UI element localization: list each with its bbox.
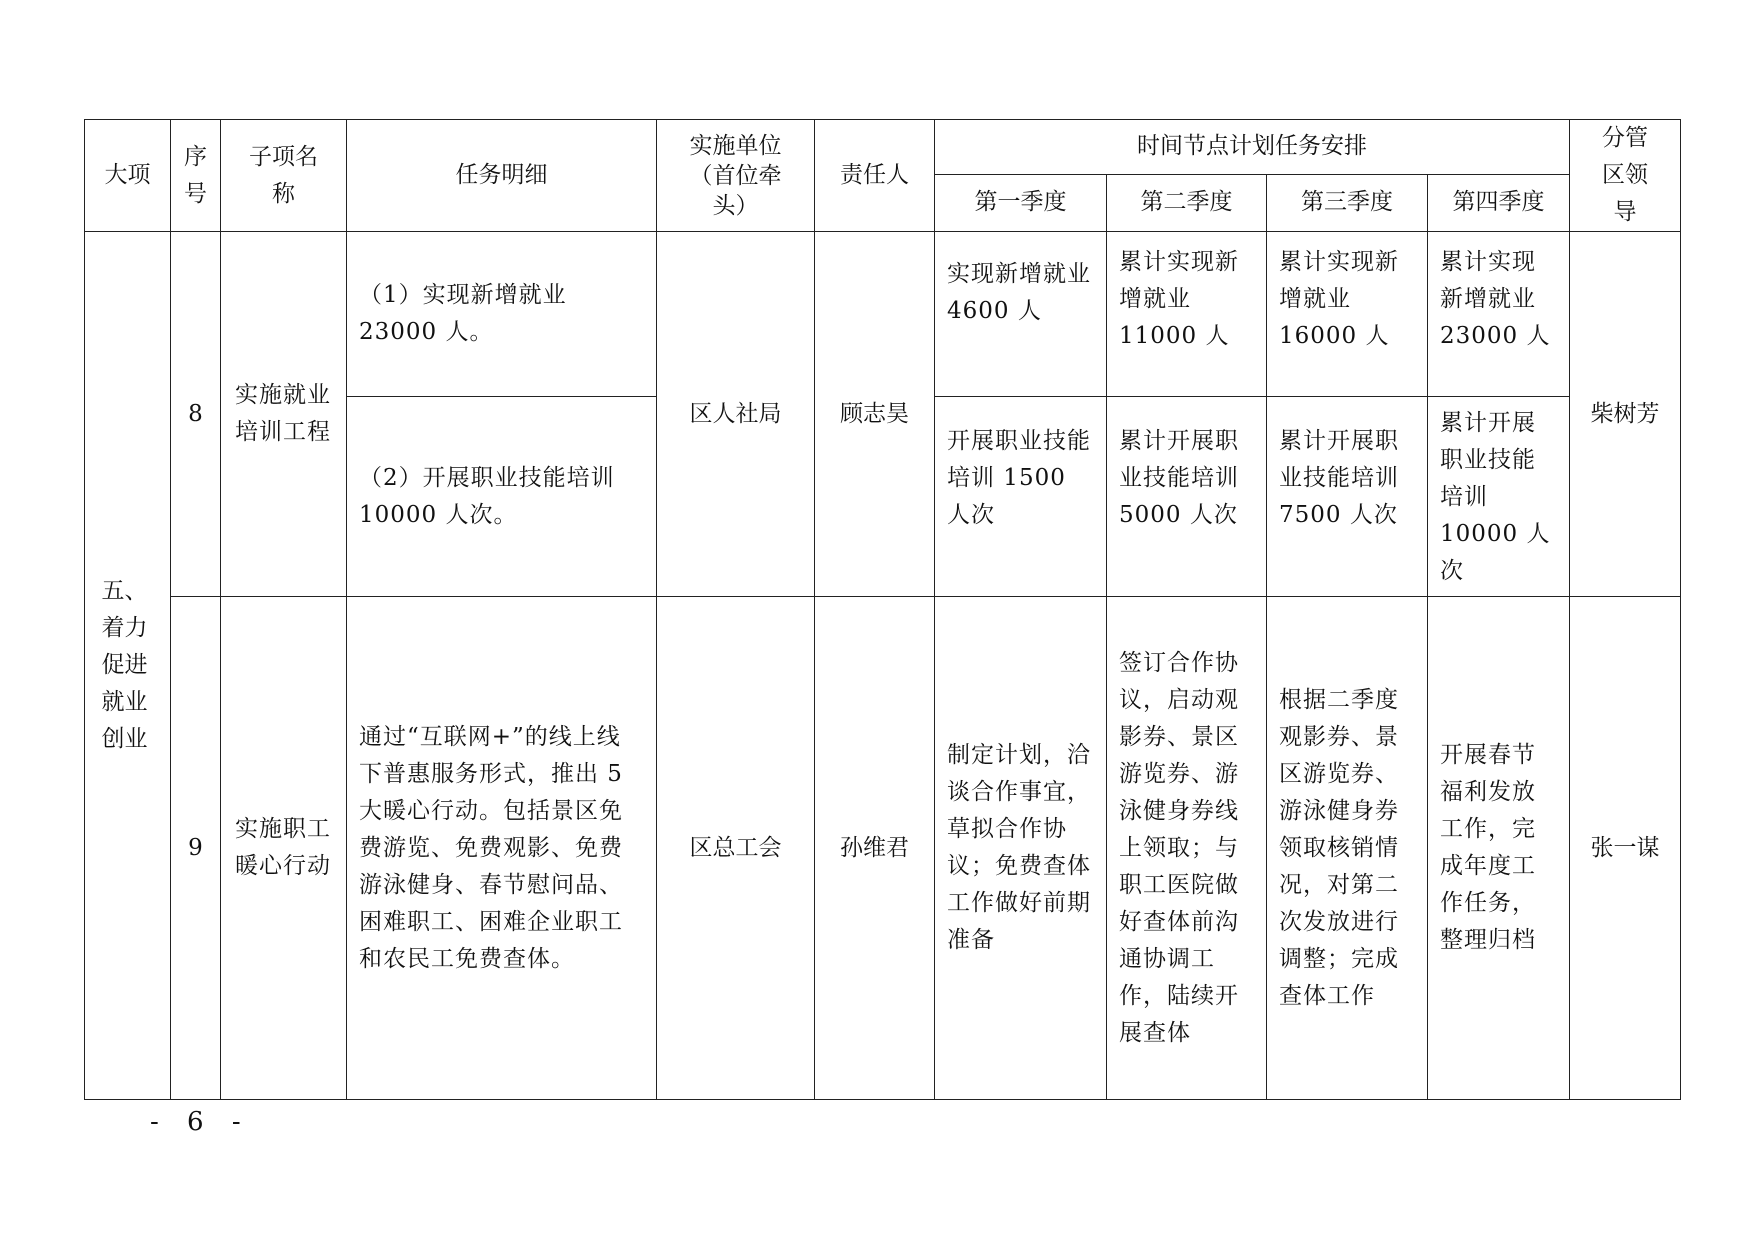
q3-cell: 累计实现新增就业 16000 人 (1267, 232, 1428, 397)
sub-item-cell: 实施就业培训工程 (221, 232, 347, 597)
sub-item-cell: 实施职工暖心行动 (221, 597, 347, 1100)
page-number: - 6 - (150, 1107, 251, 1137)
major-item-cell (85, 232, 171, 1100)
person-cell: 顾志昊 (815, 232, 935, 597)
header-seq: 序号 (171, 120, 221, 232)
header-q1: 第一季度 (935, 174, 1107, 231)
task-detail-cell: 通过“互联网+”的线上线下普惠服务形式，推出 5 大暖心行动。包括景区免费游览、免费观影、免费游泳健身、春节慰问品、困难职工、困难企业职工和农民工免费查体。 (347, 597, 657, 1100)
header-q2: 第二季度 (1107, 174, 1267, 231)
header-sub: 子项名称 (221, 120, 347, 232)
person-cell: 孙维君 (815, 597, 935, 1100)
task-detail-cell: （2）开展职业技能培训 10000 人次。 (347, 397, 657, 597)
q3-cell: 根据二季度观影券、景区游览券、游泳健身券领取核销情况，对第二次发放进行调整；完成查体工作 (1267, 597, 1428, 1100)
task-plan-table (84, 119, 1681, 1100)
header-person: 责任人 (815, 120, 935, 232)
header-q3: 第三季度 (1267, 174, 1428, 231)
table-row (85, 232, 1681, 397)
q3-cell: 累计开展职业技能培训 7500 人次 (1267, 397, 1428, 597)
header-timeline: 时间节点计划任务安排 (935, 120, 1570, 175)
q4-cell: 开展春节福利发放工作，完成年度工作任务，整理归档 (1428, 597, 1570, 1100)
table-row (85, 597, 1681, 1100)
major-item-label: 五、着力促进就业创业 (101, 578, 148, 752)
q4-cell: 累计开展职业技能培训 10000 人次 (1428, 397, 1570, 597)
seq-cell: 9 (171, 597, 221, 1100)
header-unit: 实施单位（首位牵头） (657, 120, 815, 232)
q1-cell: 开展职业技能培训 1500 人次 (935, 397, 1107, 597)
q4-cell: 累计实现新增就业 23000 人 (1428, 232, 1570, 397)
q2-cell: 签订合作协议，启动观影券、景区游览券、游泳健身券线上领取；与职工医院做好查体前沟通协调工作，陆续开展查体 (1107, 597, 1267, 1100)
unit-cell: 区人社局 (657, 232, 815, 597)
q2-cell: 累计实现新增就业 11000 人 (1107, 232, 1267, 397)
header-q4: 第四季度 (1428, 174, 1570, 231)
header-major: 大项 (85, 120, 171, 232)
header-task: 任务明细 (347, 120, 657, 232)
header-leader: 分管区领导 (1570, 120, 1681, 232)
task-detail-cell: （1）实现新增就业 23000 人。 (347, 232, 657, 397)
unit-cell: 区总工会 (657, 597, 815, 1100)
leader-cell: 柴树芳 (1570, 232, 1681, 597)
q1-cell: 实现新增就业 4600 人 (935, 232, 1107, 397)
seq-cell: 8 (171, 232, 221, 597)
q2-cell: 累计开展职业技能培训 5000 人次 (1107, 397, 1267, 597)
leader-cell: 张一谋 (1570, 597, 1681, 1100)
q1-cell: 制定计划，洽谈合作事宜，草拟合作协议；免费查体工作做好前期准备 (935, 597, 1107, 1100)
